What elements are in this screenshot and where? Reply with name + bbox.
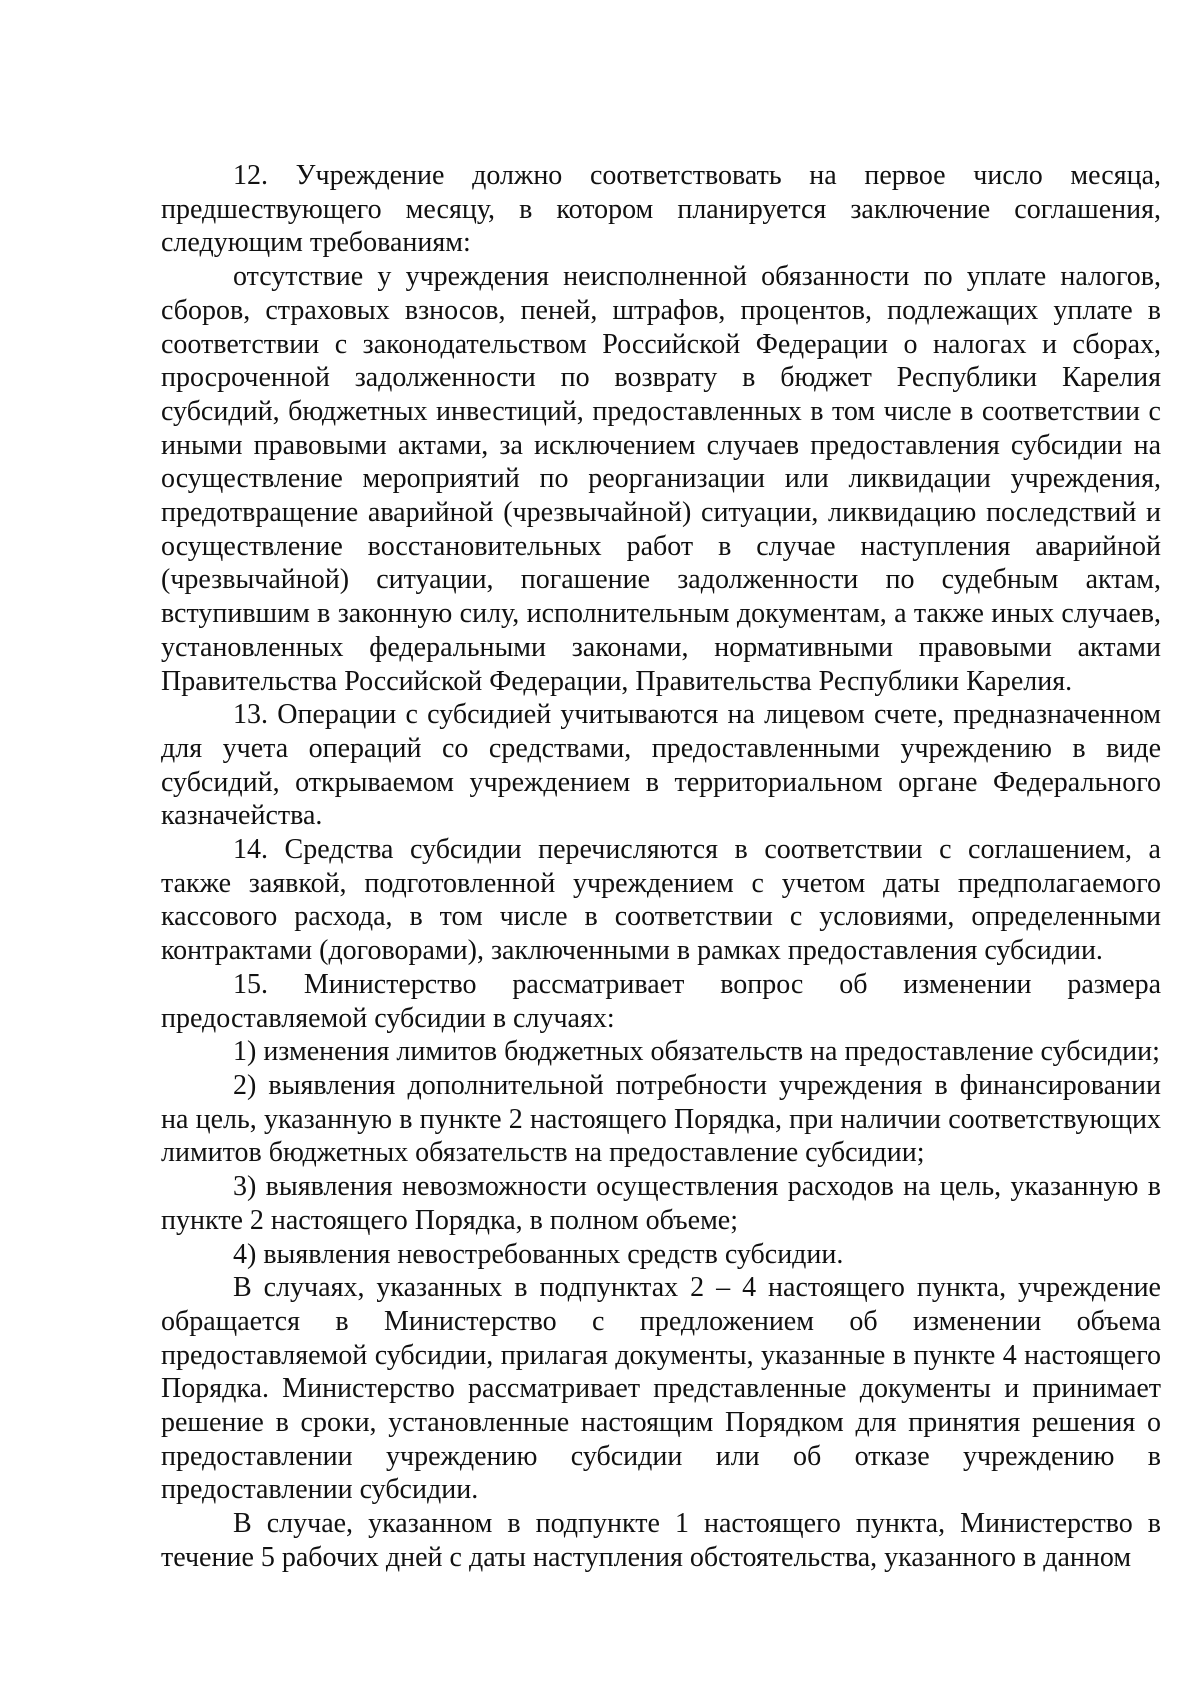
paragraph-15-intro: 15. Министерство рассматривает вопрос об изменении размера предоставляемой субсидии в случаях:	[161, 968, 1161, 1034]
paragraph-15-item-1: 1) изменения лимитов бюджетных обязательств на предоставление субсидии;	[233, 1036, 1160, 1068]
paragraph-15-item-2: 2) выявления дополнительной потребности учреждения в финансировании на цель, указанную в пункте 2 настоящего Порядка, при наличии соответствующих лимитов бюджетных обязательств на предоставление субсидии;	[161, 1069, 1161, 1169]
paragraph-15-case-1: В случае, указанном в подпункте 1 настоящего пункта, Министерство в течение 5 рабочих дней с даты наступления обстоятельства, указанного в данном	[161, 1508, 1161, 1573]
paragraph-13: 13. Операции с субсидией учитываются на лицевом счете, предназначенном для учета операций со средствами, предоставленными учреждению в виде субсидий, открываемом учреждением в территориальном органе Федерального казначейства.	[161, 699, 1161, 832]
paragraph-15-item-3: 3) выявления невозможности осуществления расходов на цель, указанную в пункте 2 настоящего Порядка, в полном объеме;	[161, 1171, 1161, 1236]
paragraph-15-item-4: 4) выявления невостребованных средств субсидии.	[233, 1238, 844, 1270]
paragraph-15-cases-2-4: В случаях, указанных в подпунктах 2 – 4 настоящего пункта, учреждение обращается в Министерство с предложением об изменении объема предоставляемой субсидии, прилагая документы, указанные в пункте 4 настоящего Порядка. Министерство рассматривает представленные документы и принимает решение в сроки, установленные настоящим Порядком для принятия решения о предоставлении учреждению субсидии или об отказе учреждению в предоставлении субсидии.	[161, 1272, 1161, 1506]
document-body	[161, 159, 1161, 1575]
paragraph-12-requirement: отсутствие у учреждения неисполненной обязанности по уплате налогов, сборов, страховых взносов, пеней, штрафов, процентов, подлежащих уплате в соответствии с законодательством Российской Федерации о налогах и сборах, просроченной задолженности по возврату в бюджет Республики Карелия субсидий, бюджетных инвестиций, предоставленных в том числе в соответствии с иными правовыми актами, за исключением случаев предоставления субсидии на осуществление мероприятий по реорганизации или ликвидации учреждения, предотвращение аварийной (чрезвычайной) ситуации, ликвидацию последствий и осуществление восстановительных работ в случае наступления аварийной (чрезвычайной) ситуации, погашение задолженности по судебным актам, вступившим в законную силу, исполнительным документам, а также иных случаев, установленных федеральными законами, нормативными правовыми актами Правительства Российской Федерации, Правительства Республики Карелия.	[161, 261, 1161, 697]
paragraph-12-intro: 12. Учреждение должно соответствовать на первое число месяца, предшествующего месяцу, в котором планируется заключение соглашения, следующим требованиям:	[161, 160, 1161, 259]
paragraph-14: 14. Средства субсидии перечисляются в соответствии с соглашением, а также заявкой, подготовленной учреждением с учетом даты предполагаемого кассового расхода, в том числе в соответствии с условиями, определенными контрактами (договорами), заключенными в рамках предоставления субсидии.	[161, 834, 1161, 967]
